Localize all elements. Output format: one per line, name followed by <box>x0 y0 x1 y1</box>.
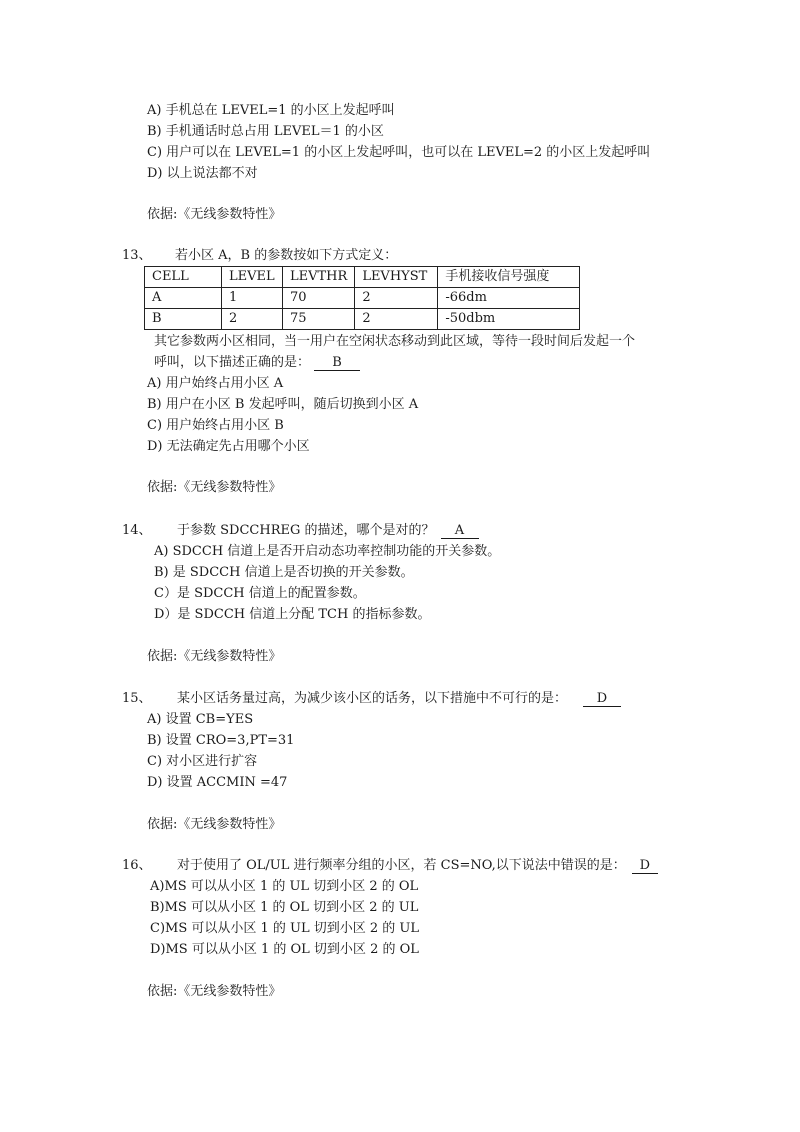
q16-number: 16、 <box>122 858 152 873</box>
table-cell: 1 <box>222 288 283 309</box>
q14-answer: A <box>441 523 479 539</box>
table-cell: 75 <box>283 309 355 330</box>
q13-option-b: B) 用户在小区 B 发起呼叫，随后切换到小区 A <box>147 397 419 412</box>
q13-option-a: A) 用户始终占用小区 A <box>147 376 284 391</box>
table-row <box>145 309 580 330</box>
table-cell: 70 <box>283 288 355 309</box>
table-header-cell: LEVHYST <box>355 267 438 288</box>
table-cell: -66dm <box>438 288 580 309</box>
q14-stem-line <box>177 522 479 540</box>
table-cell: 2 <box>355 309 438 330</box>
q15-number: 15、 <box>122 691 152 706</box>
q14-option-a: A) SDCCH 信道上是否开启动态功率控制功能的开关参数。 <box>154 544 501 559</box>
q16-option-c: C)MS 可以从小区 1 的 UL 切到小区 2 的 UL <box>150 921 420 936</box>
q13-option-d: D) 无法确定先占用哪个小区 <box>147 439 310 454</box>
q16-basis: 依据:《无线参数特性》 <box>147 984 282 999</box>
q14-stem: 于参数 SDCCHREG 的描述，哪个是对的？ <box>177 523 435 538</box>
table-cell: A <box>145 288 222 309</box>
q12-option-d: D) 以上说法都不对 <box>147 166 258 181</box>
q15-option-b: B) 设置 CRO=3,PT=31 <box>147 733 295 748</box>
q13-stem2-text: 呼叫，以下描述正确的是： <box>154 355 311 370</box>
q15-answer: D <box>583 691 621 707</box>
q13-parameter-table <box>144 266 580 330</box>
table-cell: -50dbm <box>438 309 580 330</box>
table-header-cell: LEVTHR <box>283 267 355 288</box>
q16-option-a: A)MS 可以从小区 1 的 UL 切到小区 2 的 OL <box>150 879 419 894</box>
q12-option-b: B) 手机通话时总占用 LEVEL＝1 的小区 <box>147 124 384 139</box>
q13-option-c: C) 用户始终占用小区 B <box>147 418 284 433</box>
q15-stem: 某小区话务量过高，为减少该小区的话务，以下措施中不可行的是： <box>177 691 568 706</box>
q15-option-a: A) 设置 CB=YES <box>147 712 254 727</box>
table-cell: 2 <box>222 309 283 330</box>
q13-basis: 依据:《无线参数特性》 <box>147 480 282 495</box>
q16-stem-line <box>177 857 658 875</box>
q14-number: 14、 <box>122 523 152 538</box>
table-row <box>145 288 580 309</box>
q13-stem: 若小区 A，B 的参数按如下方式定义： <box>175 248 398 263</box>
q13-stem2-line1: 其它参数两小区相同，当一用户在空闲状态移动到此区域，等待一段时间后发起一个 <box>154 334 636 349</box>
q12-option-c: C) 用户可以在 LEVEL=1 的小区上发起呼叫，也可以在 LEVEL=2 的小区上发起呼叫 <box>147 145 651 160</box>
q14-option-c: C）是 SDCCH 信道上的配置参数。 <box>154 586 366 601</box>
q15-option-c: C) 对小区进行扩容 <box>147 754 258 769</box>
table-header-cell: LEVEL <box>222 267 283 288</box>
q13-answer: B <box>314 355 360 371</box>
q14-basis: 依据:《无线参数特性》 <box>147 649 282 664</box>
q12-basis: 依据:《无线参数特性》 <box>147 207 282 222</box>
q16-option-b: B)MS 可以从小区 1 的 OL 切到小区 2 的 UL <box>150 900 419 915</box>
table-cell: 2 <box>355 288 438 309</box>
table-header-cell: 手机接收信号强度 <box>438 267 580 288</box>
q15-basis: 依据:《无线参数特性》 <box>147 817 282 832</box>
q15-stem-line <box>177 690 621 708</box>
q13-number: 13、 <box>122 248 152 263</box>
q14-option-b: B) 是 SDCCH 信道上是否切换的开关参数。 <box>154 565 414 580</box>
q16-option-d: D)MS 可以从小区 1 的 OL 切到小区 2 的 OL <box>150 942 419 957</box>
table-header-cell: CELL <box>145 267 222 288</box>
q15-option-d: D) 设置 ACCMIN =47 <box>147 775 288 790</box>
q14-option-d: D）是 SDCCH 信道上分配 TCH 的指标参数。 <box>154 607 431 622</box>
table-header-row <box>145 267 580 288</box>
q13-stem2-line2 <box>154 354 360 372</box>
table-cell: B <box>145 309 222 330</box>
q16-stem: 对于使用了 OL/UL 进行频率分组的小区，若 CS=NO,以下说法中错误的是： <box>177 858 626 873</box>
q16-answer: D <box>632 858 658 874</box>
q12-option-a: A) 手机总在 LEVEL=1 的小区上发起呼叫 <box>147 103 395 118</box>
